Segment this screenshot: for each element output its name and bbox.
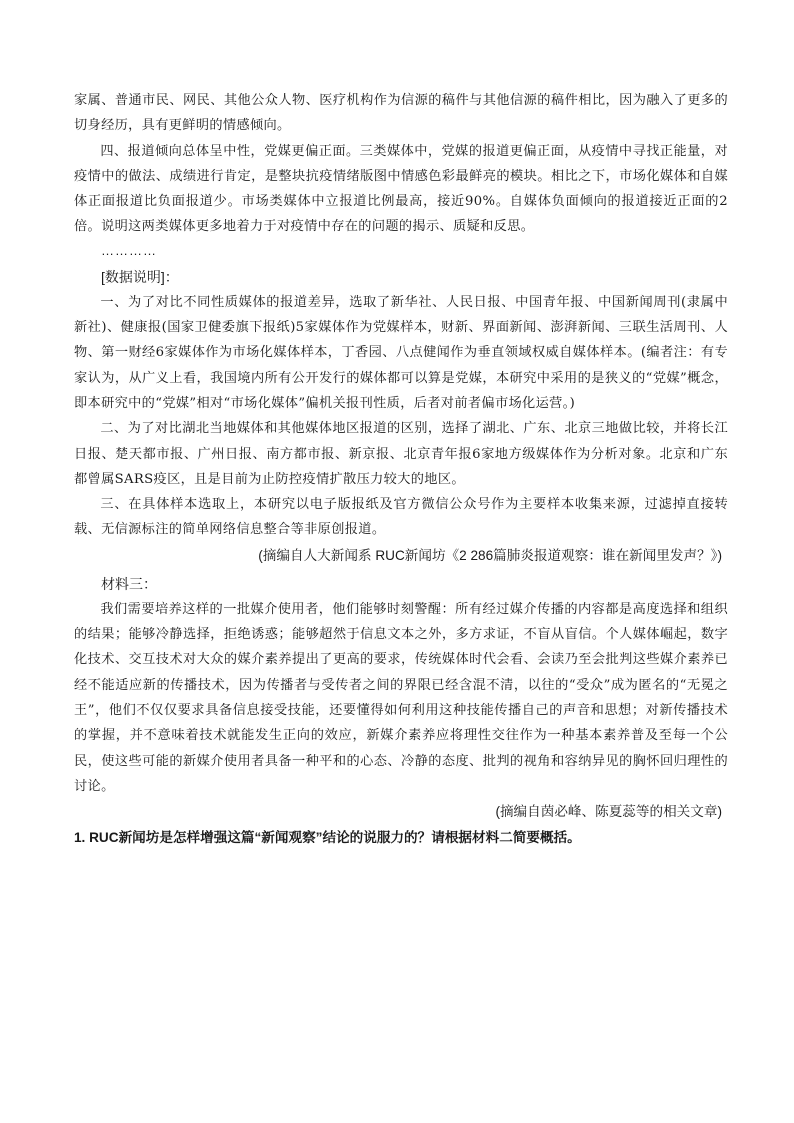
material2-paragraph-4: 四、报道倾向总体呈中性，党媒更偏正面。三类媒体中，党媒的报道更偏正面，从疫情中寻找正能量，对疫情中的做法、成绩进行肯定，是整块抗疫情绪版图中情感色彩最鲜亮的模块。相比之下，市场化媒体和自媒体正面报道比负面报道少。市场类媒体中立报道比例最高，接近90%。自媒体负面倾向的报道接近正面的2倍。说明这两类媒体更多地着力于对疫情中存在的问题的揭示、质疑和反思。 (74, 143, 728, 235)
document-page (74, 88, 728, 851)
data-note-1: 一、为了对比不同性质媒体的报道差异，选取了新华社、人民日报、中国青年报、中国新闻周刊(隶属中新社)、健康报(国家卫健委旗下报纸)5家媒体作为党媒样本，财新、界面新闻、澎湃新闻、三联生活周刊、人物、第一财经6家媒体作为市场化媒体样本，丁香园、八点健闻作为垂直领域权威自媒体样本。(编者注：有专家认为，从广义上看，我国境内所有公开发行的媒体都可以算是党媒，本研究中采用的是狭义的“党媒”概念，即本研究中的“党媒”相对“市场化媒体”偏机关报刊性质，后者对前者偏市场化运营。) (74, 294, 728, 411)
material3-label: 材料三： (101, 575, 157, 592)
data-note-2: 二、为了对比湖北当地媒体和其他媒体地区报道的区别，选择了湖北、广东、北京三地做比较，并将长江日报、楚天都市报、广州日报、南方都市报、新京报、北京青年报6家地方级媒体作为分析对象。北京和广东都曾属SARS疫区，且是目前为止防控疫情扩散压力较大的地区。 (74, 421, 728, 487)
material2-source: (摘编自人大新闻系 RUC新闻坊《2 286篇肺炎报道观察：谁在新闻里发声？》) (258, 547, 722, 563)
data-note-label: [数据说明]： (101, 268, 179, 285)
material3-body: 我们需要培养这样的一批媒介使用者，他们能够时刻警醒：所有经过媒介传播的内容都是高度选择和组织的结果；能够冷静选择，拒绝诱惑；能够超然于信息文本之外，多方求证，不盲从盲信。个人媒体崛起，数字化技术、交互技术对大众的媒介素养提出了更高的要求，传统媒体时代会看、会读乃至会批判这些媒介素养已经不能适应新的传播技术，因为传播者与受传者之间的界限已经含混不清，以往的“受众”成为匿名的“无冕之王”，他们不仅仅要求具备信息接受技能，还要懂得如何利用这种技能传播自己的声音和思想；对新传播技术的掌握，并不意味着技术就能发生正向的效应，新媒介素养应将理性交往作为一种基本素养普及至每一个公民，使这些可能的新媒介使用者具备一种平和的心态、冷静的态度、批判的视角和容纳异见的胸怀回归理性的讨论。 (74, 601, 728, 794)
material2-paragraph-continuation: 家属、普通市民、网民、其他公众人物、医疗机构作为信源的稿件与其他信源的稿件相比，因为融入了更多的切身经历，具有更鲜明的情感倾向。 (74, 93, 728, 134)
material3-source: (摘编自茵必峰、陈夏蕊等的相关文章) (495, 804, 722, 820)
question-1: 1. RUC新闻坊是怎样增强这篇“新闻观察”结论的说服力的？请根据材料二简要概括。 (74, 830, 581, 846)
ellipsis: ………… (101, 242, 157, 258)
data-note-3: 三、在具体样本选取上，本研究以电子版报纸及官方微信公众号作为主要样本收集来源，过滤掉直接转载、无信源标注的简单网络信息整合等非原创报道。 (74, 497, 728, 538)
